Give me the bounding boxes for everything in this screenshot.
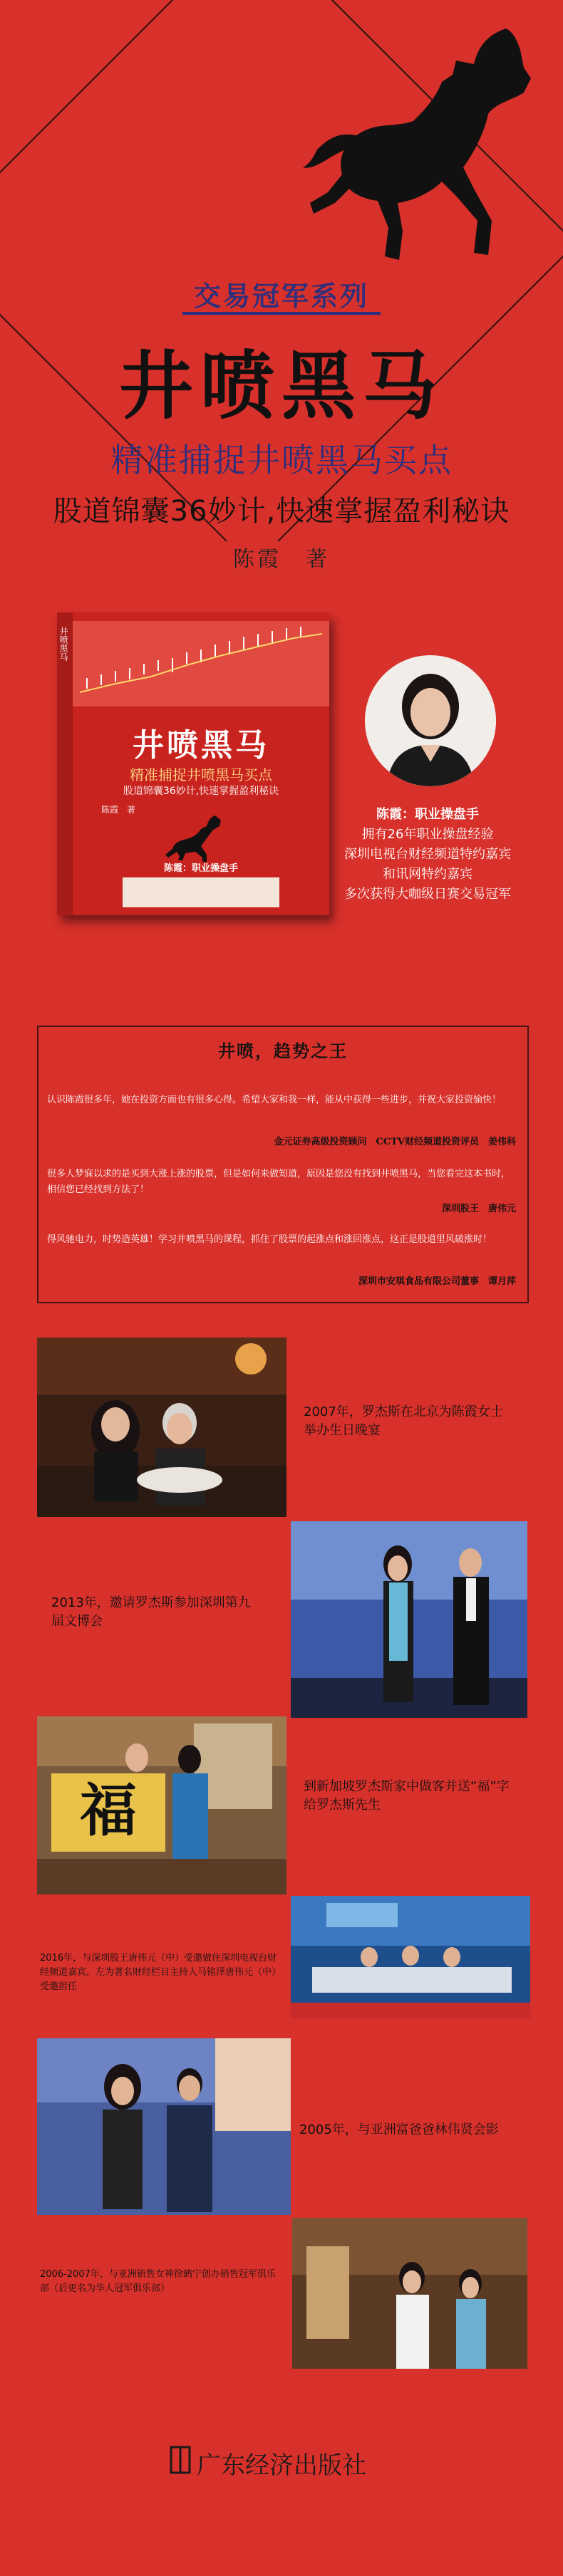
author-profile — [306, 805, 549, 904]
photo-caption: 2007年，罗杰斯在北京为陈霞女士举办生日晚宴 — [304, 1404, 503, 1438]
endorsement-text: 很多人梦寐以求的是买到大涨上涨的股票，但是如何来做知道，原因是您没有找到井喷黑马，当您看完这本书时，相信您已经找到方法了！ — [47, 1169, 511, 1195]
book-spine-title: 井喷黑马 — [58, 627, 68, 661]
series-underline — [182, 312, 381, 315]
photo-image — [37, 2038, 291, 2215]
photo-image — [37, 1337, 286, 1517]
photo-culture-expo — [291, 1521, 527, 1718]
photo-image — [37, 1716, 286, 1894]
photo-sales-club — [292, 2218, 527, 2369]
stock-chart-icon — [73, 621, 329, 706]
horse-icon — [271, 14, 556, 299]
photo-birthday-dinner — [37, 1337, 286, 1517]
endorsement-text: 得风驰电力，时势造英雄！学习井喷黑马的课程，抓住了股票的起涨点和涨回涨点，这正是股道里风破涨时！ — [47, 1234, 492, 1245]
endorsement-text: 认识陈霞很多年，她在投资方面也有很多心得。希望大家和我一样，能从中获得一些进步，并祝大家投资愉快！ — [47, 1095, 502, 1105]
endorsement-signature: 金元证券高级投资顾问 CCTV财经频道投资评员 姜伟科 — [274, 1137, 516, 1147]
photo-image — [292, 2218, 527, 2369]
avatar-icon — [365, 655, 496, 786]
photo-image — [291, 1521, 527, 1718]
fu-character: 福 — [80, 1777, 137, 1844]
profile-line: 深圳电视台财经频道特约嘉宾 — [344, 847, 511, 862]
photo-fu-gift — [37, 1716, 286, 1894]
author-avatar — [365, 655, 496, 786]
photo-caption: 2005年，与亚洲富爸爸林伟贤会影 — [299, 2122, 499, 2137]
book-subtitle: 精准捕捉井喷黑马买点 — [130, 766, 272, 783]
book-tagline: 陈霞：职业操盘手 — [163, 863, 238, 874]
book-subtitle-2: 股道锦囊36妙计,快速掌握盈利秘诀 — [123, 786, 279, 797]
book-author: 陈霞 著 — [101, 805, 136, 815]
photo-tv-studio — [291, 1896, 530, 2018]
endorsement-signature: 深圳市安琪食品有限公司董事 谭月萍 — [358, 1276, 516, 1287]
book-horse-icon — [158, 812, 229, 862]
photo-image — [291, 1896, 530, 2018]
profile-name: 陈霞：职业操盘手 — [376, 807, 479, 822]
subtitle-secondary: 股道锦囊36妙计,快速掌握盈利秘诀 — [53, 495, 510, 528]
profile-line: 多次获得大咖级日赛交易冠军 — [344, 887, 511, 902]
endorsements-box — [37, 1026, 529, 1303]
profile-line: 和讯网特约嘉宾 — [383, 867, 472, 882]
book-bottom-band — [123, 877, 279, 907]
profile-line: 拥有26年职业操盘经验 — [361, 827, 494, 842]
book-cover — [57, 612, 329, 915]
author-line: 陈霞 著 — [233, 547, 330, 572]
photo-caption: 2006-2007年，与亚洲销售女神徐鹤宁创办销售冠军俱乐部（后更名为华人冠军俱乐部） — [40, 2269, 276, 2294]
photo-caption: 2013年，邀请罗杰斯参加深圳第九届文博会 — [51, 1595, 251, 1629]
subtitle-primary: 精准捕捉井喷黑马买点 — [110, 441, 453, 479]
book-title: 井喷黑马 — [133, 727, 269, 763]
photo-caption: 到新加坡罗杰斯家中做客并送“福”字给罗杰斯先生 — [304, 1779, 510, 1813]
photo-rich-dad — [37, 2038, 291, 2215]
publisher-name: 广东经济出版社 — [197, 2451, 366, 2480]
endorsement-signature: 深圳股王 唐伟元 — [441, 1204, 516, 1214]
series-title: 交易冠军系列 — [193, 280, 369, 312]
main-title: 井喷黑马 — [118, 342, 444, 429]
photo-caption: 2016年，与深圳股王唐伟元（中）受邀做住深圳电视台财经频道嘉宾，左为著名财经栏目主持人马铭泽唐伟元（中）受邀担任 — [40, 1953, 282, 1992]
endorsements-heading: 井喷，趋势之王 — [218, 1041, 348, 1061]
